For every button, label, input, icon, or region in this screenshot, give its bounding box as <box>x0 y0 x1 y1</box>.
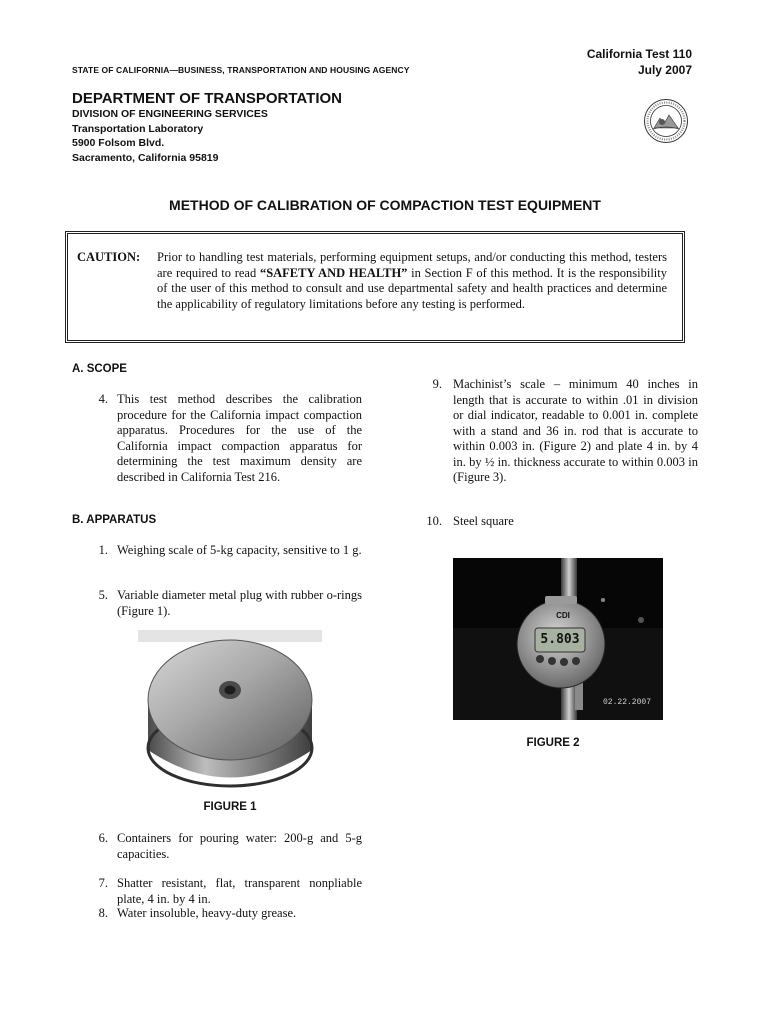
state-seal-icon <box>643 98 689 144</box>
caution-text <box>157 250 667 312</box>
gauge-reading: 5.803 <box>540 632 580 647</box>
list-item-text: Water insoluble, heavy-duty grease. <box>117 906 297 920</box>
address-line: Transportation Laboratory <box>72 122 204 135</box>
caution-label: CAUTION: <box>77 250 141 264</box>
figure-2-dial-indicator-image <box>453 558 663 720</box>
address-line: 5900 Folsom Blvd. <box>72 137 165 149</box>
address-line: DIVISION OF ENGINEERING SERVICES <box>72 108 268 120</box>
list-item <box>86 588 362 622</box>
list-item-text: Shatter resistant, flat, transparent nonpliable plate, 4 in. by 4 in. <box>117 876 362 906</box>
list-item-text: This test method describes the calibration procedure for the California impact compaction apparatus. Procedures for the use of the California impact compaction apparatus for determining the test maximum density are described in California Test 216. <box>117 392 362 484</box>
list-item-number: 7. <box>98 876 108 890</box>
gauge-brand-label: CDI <box>556 611 570 620</box>
list-item-number: 5. <box>98 588 108 602</box>
list-item <box>86 543 362 577</box>
caution-emphasis: “SAFETY AND HEALTH” <box>259 265 408 280</box>
list-item-text: Weighing scale of 5-kg capacity, sensitive to 1 g. <box>117 543 362 557</box>
document-header-right <box>587 46 692 78</box>
document-date: July 2007 <box>637 63 692 77</box>
list-item <box>86 831 362 865</box>
figure-1-caption: FIGURE 1 <box>203 801 257 813</box>
list-item-text: Containers for pouring water: 200-g and 5-g capacities. <box>117 831 362 861</box>
list-item-number: 6. <box>98 831 108 845</box>
document-title: METHOD OF CALIBRATION OF COMPACTION TEST EQUIPMENT <box>169 197 601 213</box>
list-item-number: 10. <box>426 514 442 528</box>
list-item-text: Variable diameter metal plug with rubber o-rings (Figure 1). <box>117 588 362 618</box>
list-item <box>420 514 698 532</box>
address-block <box>72 107 268 165</box>
figure-1-metal-plug-image <box>138 630 322 792</box>
list-item-number: 4. <box>98 392 108 406</box>
caution-text-part: in Section F of this method. It is the responsibility of the user of this method to consult and use departmental safety and health practices and determine the applicability of regulatory limitations before any testing is performed. <box>157 265 667 311</box>
list-item-number: 8. <box>98 906 108 920</box>
list-item <box>420 377 698 502</box>
list-item-number: 9. <box>432 377 442 391</box>
list-item-text: Steel square <box>453 514 514 528</box>
agency-name: STATE OF CALIFORNIA—BUSINESS, TRANSPORTATION AND HOUSING AGENCY <box>72 65 410 75</box>
section-heading-apparatus: B. APPARATUS <box>72 514 157 526</box>
address-line: Sacramento, California 95819 <box>72 151 219 164</box>
section-heading-scope: A. SCOPE <box>72 363 127 375</box>
list-item-number: 1. <box>98 543 108 557</box>
list-item <box>86 392 362 502</box>
figure-2-caption: FIGURE 2 <box>526 737 580 749</box>
test-number: California Test 110 <box>586 47 692 61</box>
list-item <box>86 876 362 910</box>
list-item <box>86 906 362 924</box>
caution-text-part: Prior to handling test materials, performing equipment setups, and/or conducting this method, testers are required to read <box>157 250 667 280</box>
photo-timestamp: 02.22.2007 <box>602 698 651 707</box>
department-name: DEPARTMENT OF TRANSPORTATION <box>72 90 342 107</box>
list-item-text: Machinist’s scale – minimum 40 inches in length that is accurate to within .01 in division or dial indicator, readable to 0.001 in. complete with a stand and 36 in. rod that is accurate to within 0.003 in. (Figure 2) and plate 4 in. by 4 in. by ½ in. thickness accurate to within 0.003 in (Figure 3). <box>453 377 698 484</box>
